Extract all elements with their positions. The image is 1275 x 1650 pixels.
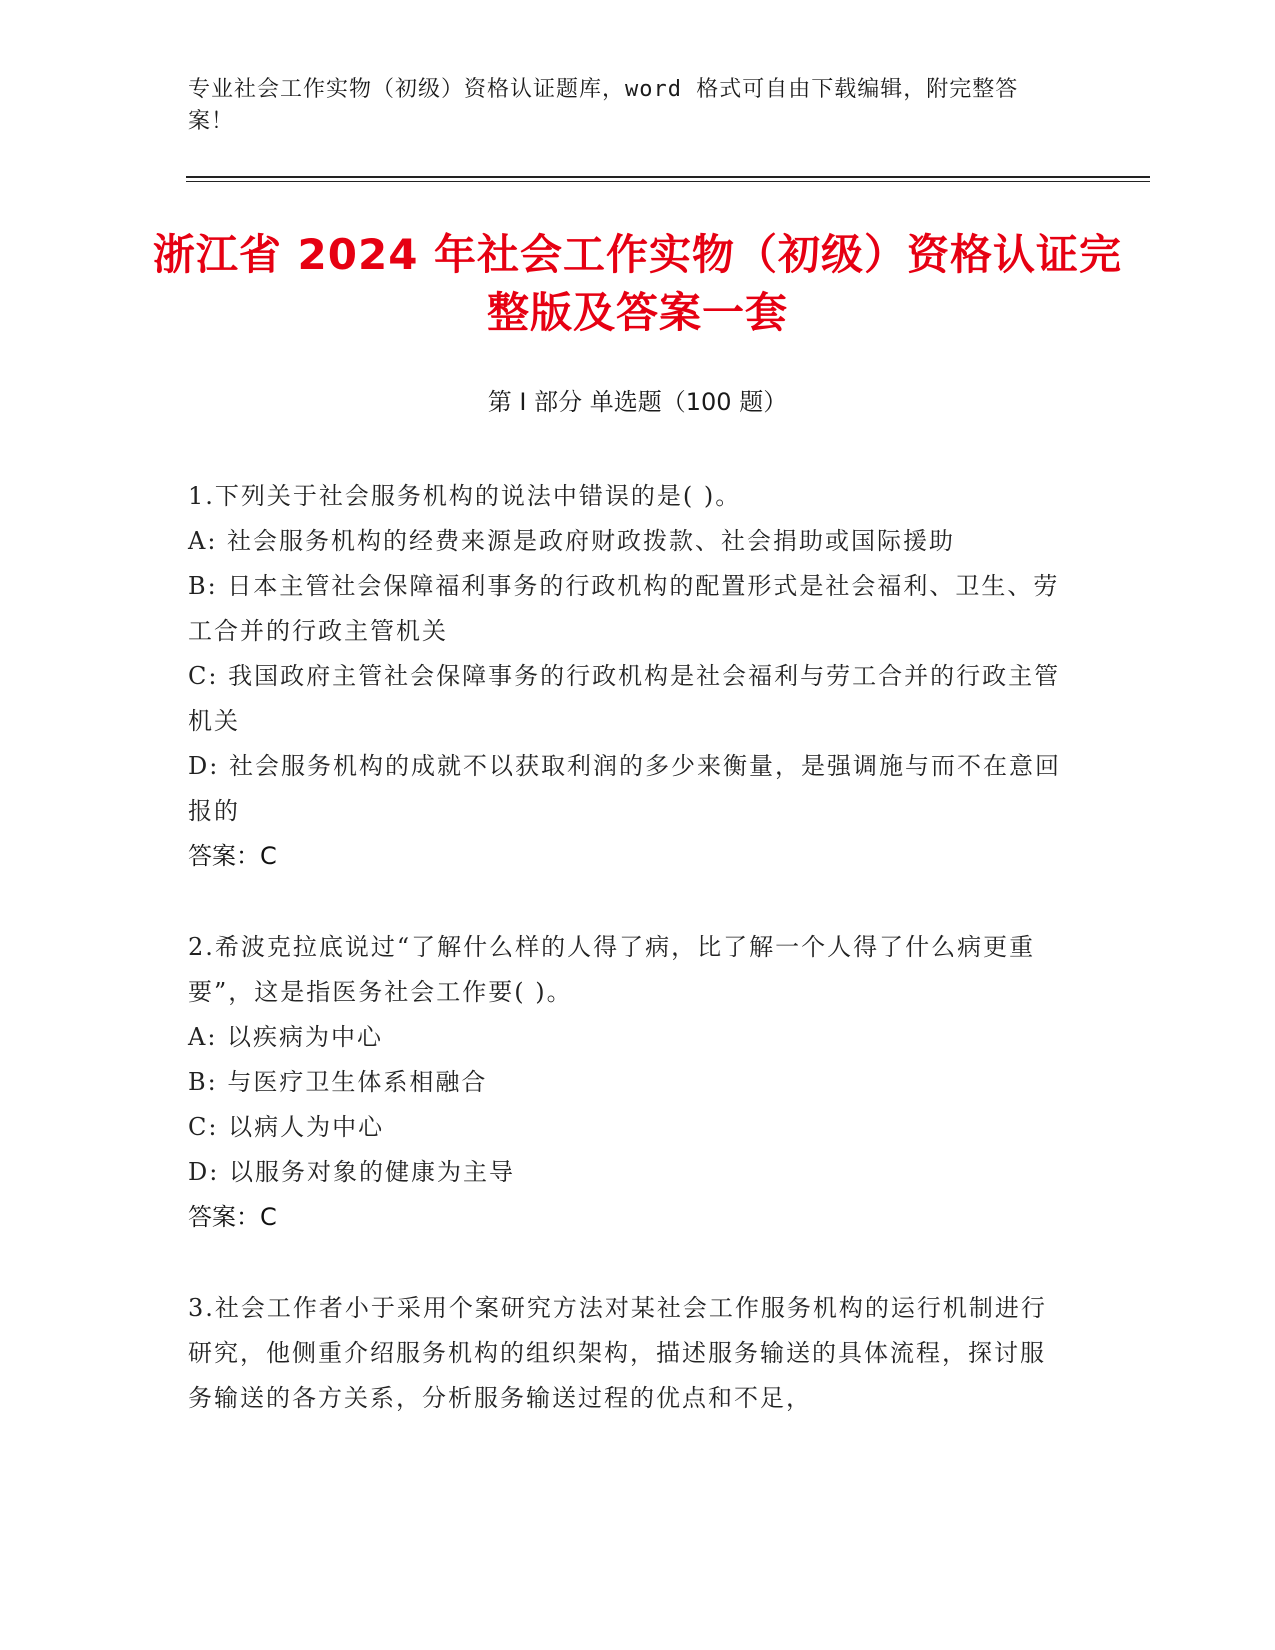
section-title: 第 I 部分 单选题（100 题）	[487, 388, 788, 416]
question-stem: 2.希波克拉底说过“了解什么样的人得了病，比了解一个人得了什么病更重要”，这是指医务社会工作要( )。	[188, 933, 1036, 1006]
header-divider-thin	[186, 181, 1150, 182]
option-c: C: 以病人为中心	[188, 1113, 385, 1141]
question-stem: 1.下列关于社会服务机构的说法中错误的是( )。	[188, 482, 742, 510]
option-b: B: 与医疗卫生体系相融合	[188, 1068, 488, 1096]
question-list	[188, 474, 1068, 1467]
answer-line: 答案：C	[188, 1203, 277, 1231]
question-stem: 3.社会工作者小于采用个案研究方法对某社会工作服务机构的运行机制进行研究，他侧重介绍服务机构的组织架构，描述服务输送的具体流程，探讨服务输送的各方关系，分析服务输送过程的优点和不足，	[188, 1294, 1047, 1412]
document-title: 浙江省 2024 年社会工作实物（初级）资格认证完整版及答案一套	[152, 230, 1123, 337]
header-divider-thick	[186, 176, 1150, 178]
question-3	[188, 1286, 1068, 1421]
option-d: D: 社会服务机构的成就不以获取利润的多少来衡量，是强调施与而不在意回报的	[188, 752, 1061, 825]
option-a: A: 以疾病为中心	[188, 1023, 384, 1051]
option-c: C: 我国政府主管社会保障事务的行政机构是社会福利与劳工合并的行政主管机关	[188, 662, 1061, 735]
header-note: 专业社会工作实物（初级）资格认证题库，word 格式可自由下载编辑，附完整答案！	[188, 77, 1019, 134]
answer-line: 答案：C	[188, 842, 277, 870]
option-a: A: 社会服务机构的经费来源是政府财政拨款、社会捐助或国际援助	[188, 527, 956, 555]
question-1	[188, 474, 1068, 879]
question-2	[188, 925, 1068, 1240]
option-b: B: 日本主管社会保障福利事务的行政机构的配置形式是社会福利、卫生、劳工合并的行政主管机关	[188, 572, 1060, 645]
option-d: D: 以服务对象的健康为主导	[188, 1158, 515, 1186]
